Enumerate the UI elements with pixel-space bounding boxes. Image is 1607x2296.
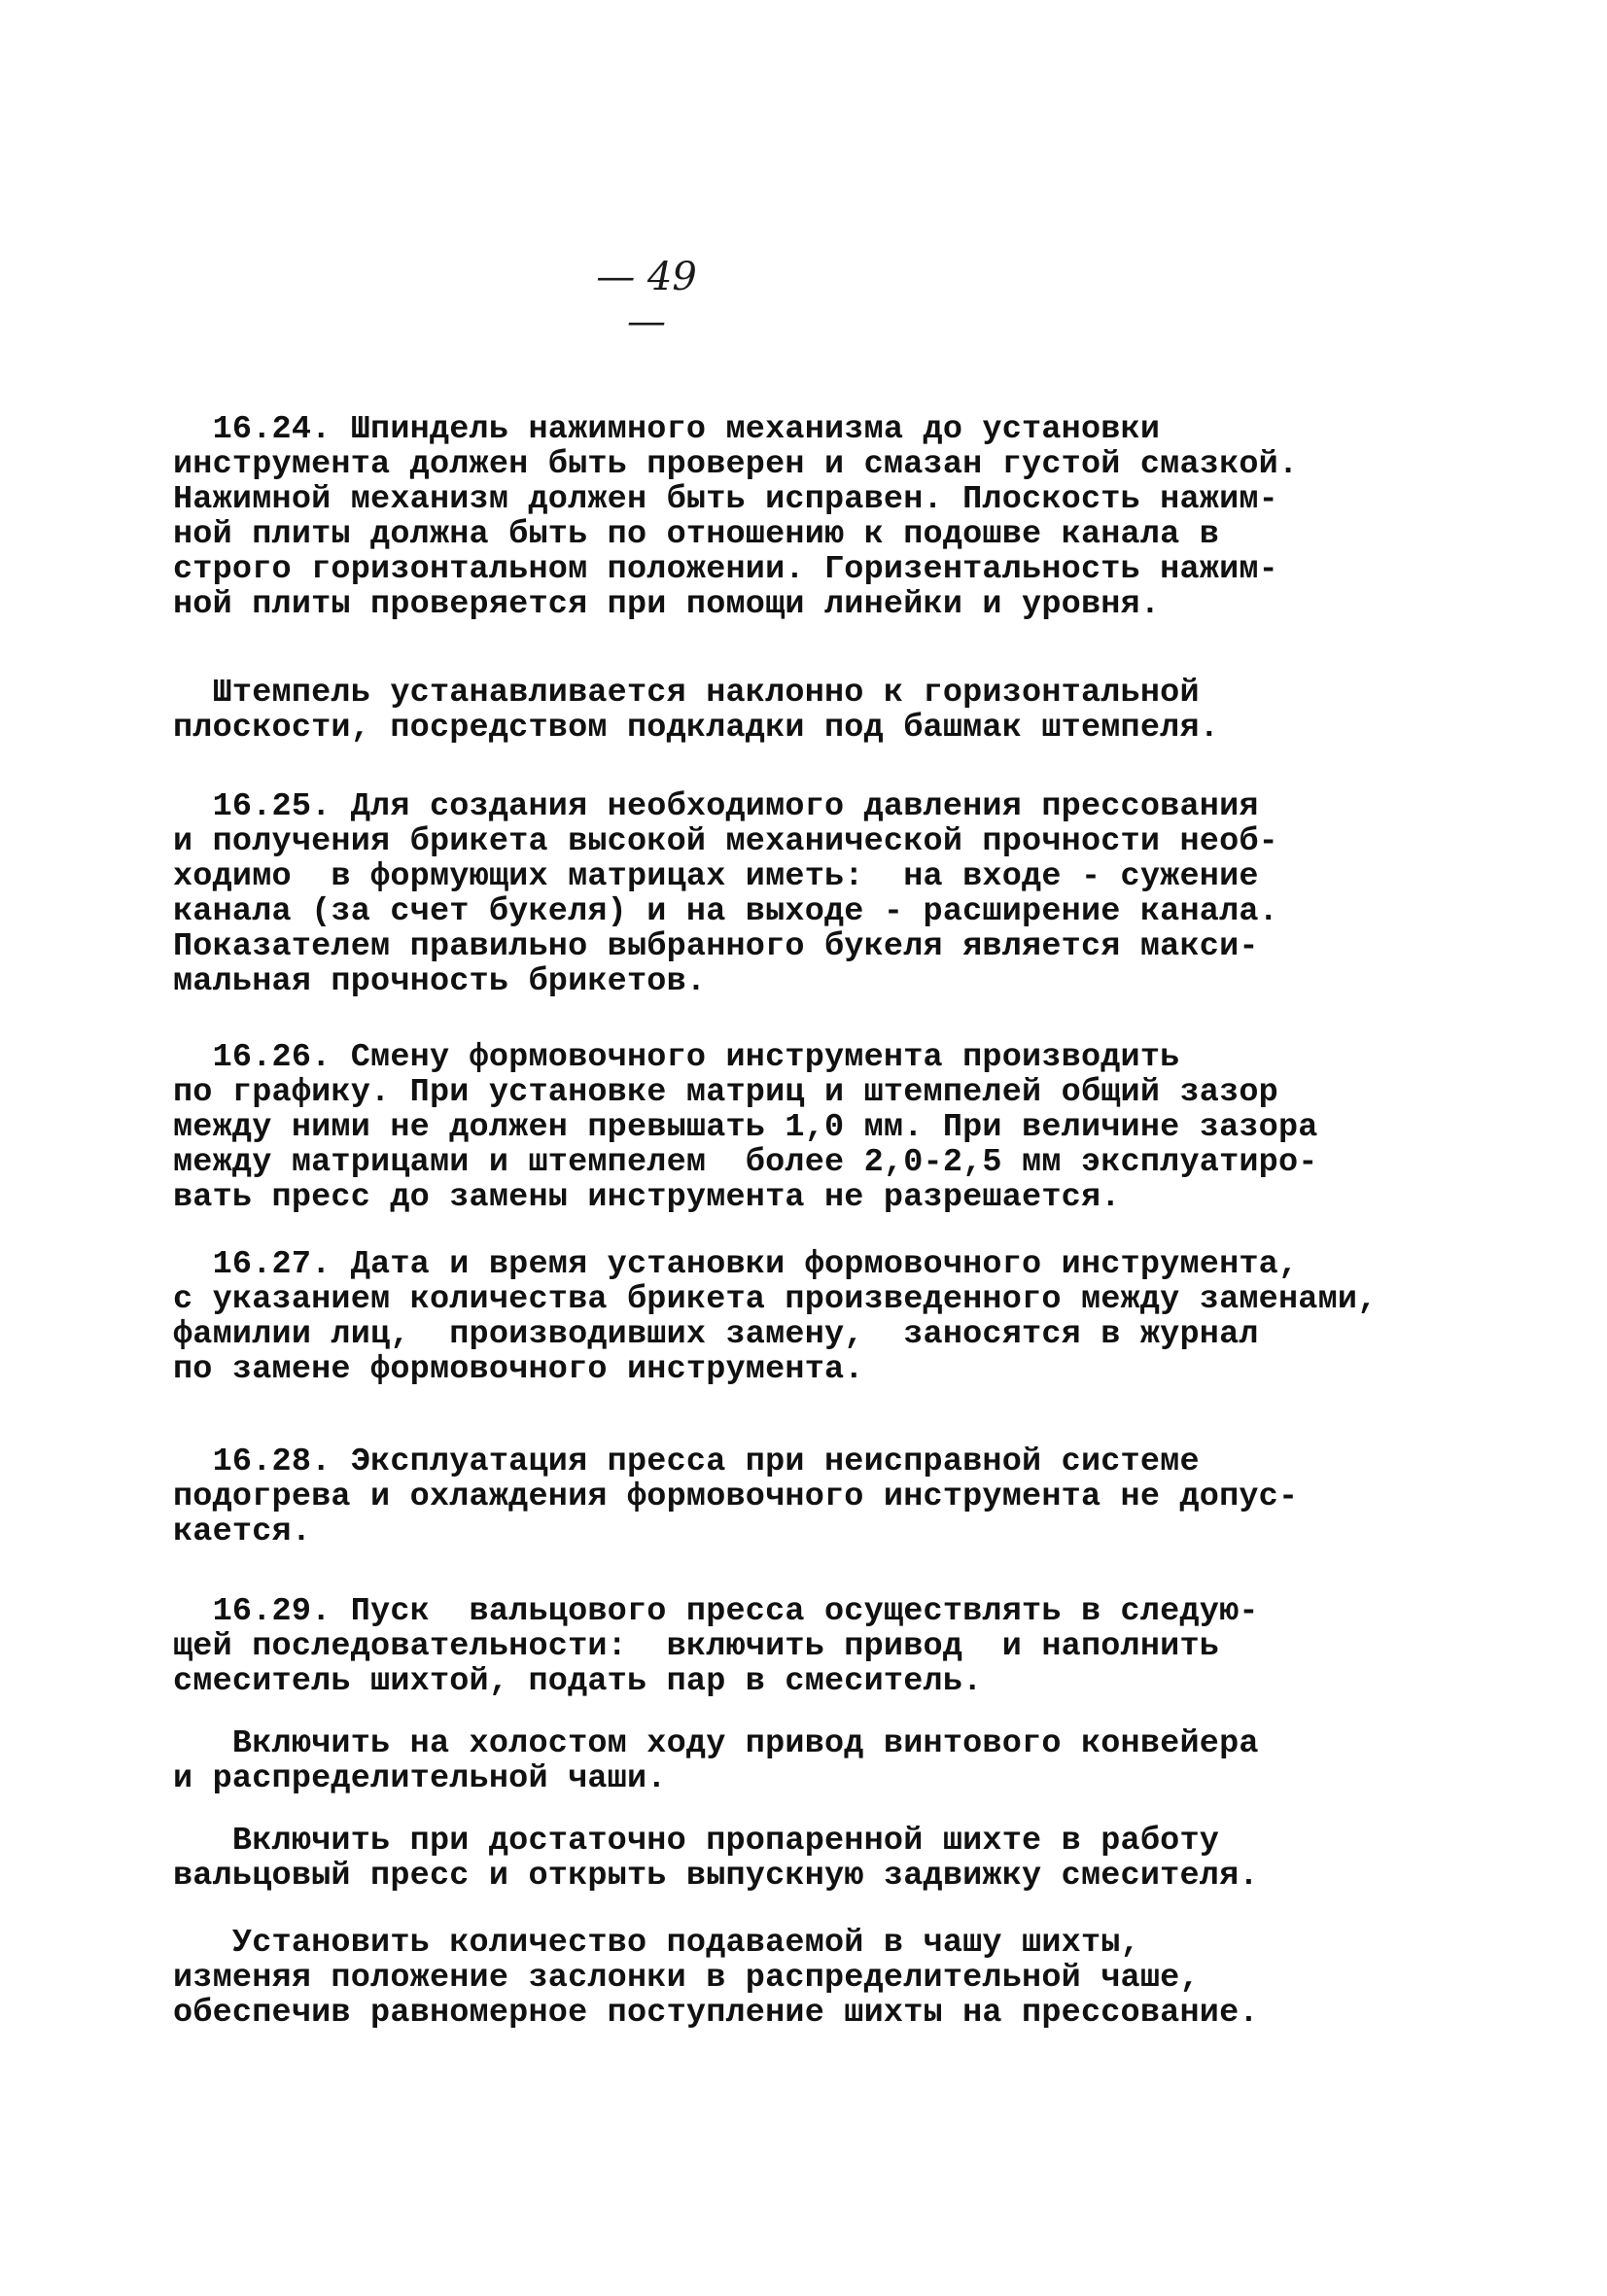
paragraph-16-27 <box>173 1247 1388 1387</box>
paragraph-16-26 <box>173 1040 1388 1215</box>
text-line: смеситель шихтой, подать пар в смеситель. <box>173 1663 983 1700</box>
text-line: вальцовый пресс и открыть выпускную задвижку смесителя. <box>173 1858 1259 1895</box>
text-line: канала (за счет букеля) и на выходе - расширение канала. <box>173 893 1278 930</box>
text-line: 16.28. Эксплуатация пресса при неисправной системе <box>173 1444 1200 1480</box>
text-line: по замене формовочного инструмента. <box>173 1351 864 1388</box>
text-line: изменяя положение заслонки в распределительной чаше, <box>173 1960 1200 1997</box>
page-number: — 49 — <box>596 255 697 344</box>
text-line: ной плиты проверяется при помощи линейки и уровня. <box>173 586 1161 623</box>
text-line: Включить на холостом ходу привод винтового конвейера <box>173 1725 1259 1762</box>
text-line: мальная прочность брикетов. <box>173 963 707 1000</box>
paragraph-16-24-stamp <box>173 676 1388 746</box>
text-line: между ними не должен превышать 1,0 мм. При величине зазора <box>173 1109 1318 1146</box>
text-line: строго горизонтальном положении. Горизентальность нажим- <box>173 551 1278 588</box>
paragraph-16-29-conveyor <box>173 1726 1388 1796</box>
text-line: подогрева и охлаждения формовочного инструмента не допус- <box>173 1478 1299 1515</box>
text-line: Включить при достаточно пропаренной шихте в работу <box>173 1823 1220 1860</box>
text-line: с указанием количества брикета произведенного между заменами, <box>173 1281 1378 1318</box>
text-line: плоскости, посредством подкладки под башмак штемпеля. <box>173 710 1220 747</box>
text-line: обеспечив равномерное поступление шихты на прессование. <box>173 1995 1259 2032</box>
text-line: 16.24. Шпиндель нажимного механизма до установки <box>173 411 1161 448</box>
text-line: ходимо в формующих матрицах иметь: на входе - сужение <box>173 858 1259 895</box>
text-line: 16.26. Смену формовочного инструмента производить <box>173 1039 1180 1076</box>
paragraph-16-29 <box>173 1594 1388 1699</box>
text-line: щей последовательности: включить привод и наполнить <box>173 1628 1220 1665</box>
text-line: ной плиты должна быть по отношению к подошве канала в <box>173 516 1220 553</box>
paragraph-16-29-press <box>173 1824 1388 1894</box>
paragraph-16-28 <box>173 1444 1388 1549</box>
paragraph-16-29-feed <box>173 1926 1388 2031</box>
paragraph-16-24 <box>173 412 1388 622</box>
text-line: Нажимной механизм должен быть исправен. Плоскость нажим- <box>173 481 1278 518</box>
text-line: Показателем правильно выбранного букеля является макси- <box>173 928 1259 965</box>
paragraph-16-25 <box>173 789 1388 999</box>
text-line: 16.29. Пуск вальцового пресса осуществлять в следую- <box>173 1593 1259 1630</box>
text-line: и распределительной чаши. <box>173 1760 667 1797</box>
text-line: по графику. При установке матриц и штемпелей общий зазор <box>173 1074 1278 1111</box>
text-line: между матрицами и штемпелем более 2,0-2,5 мм эксплуатиро- <box>173 1144 1318 1181</box>
text-line: вать пресс до замены инструмента не разрешается. <box>173 1179 1121 1216</box>
text-line: кается. <box>173 1513 312 1550</box>
text-line: фамилии лиц, производивших замену, заносятся в журнал <box>173 1316 1259 1353</box>
text-line: 16.25. Для создания необходимого давления прессования <box>173 788 1259 825</box>
text-line: 16.27. Дата и время установки формовочного инструмента, <box>173 1246 1299 1283</box>
text-line: и получения брикета высокой механической прочности необ- <box>173 823 1278 860</box>
text-line: Штемпель устанавливается наклонно к горизонтальной <box>173 675 1200 712</box>
text-line: Установить количество подаваемой в чашу шихты, <box>173 1925 1140 1962</box>
text-line: инструмента должен быть проверен и смазан густой смазкой. <box>173 446 1299 483</box>
